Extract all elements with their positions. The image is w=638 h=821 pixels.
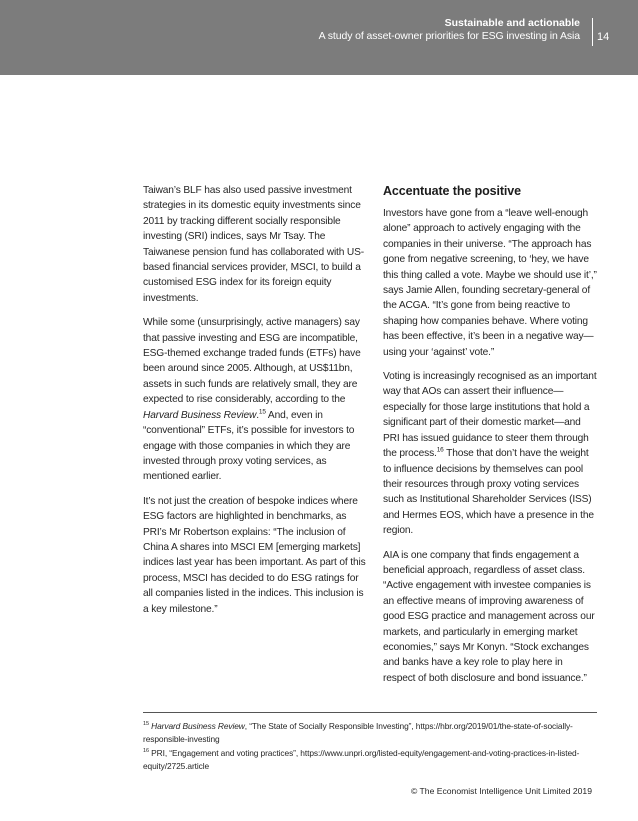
footnote-ref[interactable]: 16 [436, 446, 444, 454]
footnote-number: 15 [143, 721, 149, 728]
paragraph-text: While some (unsurprisingly, active managers) say that passive investing and ESG are incompatible, ESG-themed exchange traded funds (ETFs) have been around since 2005. Although, at US$11bn, assets in such funds are relatively small, they are expected to rise considerably, according to the [143, 317, 361, 406]
paragraph-text: And, even in “conventional” ETFs, it’s possible for investors to engage with those companies in which they are invested through proxy voting services, as mentioned earlier. [143, 409, 355, 483]
paragraph-text: Voting is increasingly recognised as an important way that AOs can assert their influence—especially for those large institutions that hold a significant part of their domestic market—and PRI has issued guidance to steer them through the process. [383, 371, 597, 460]
footnote-number: 16 [143, 748, 149, 755]
paragraph [383, 369, 597, 538]
publication-name: Harvard Business Review [143, 409, 257, 421]
footnote [143, 720, 603, 745]
paragraph [143, 315, 367, 484]
paragraph-text: Those that don’t have the weight to influence decisions by themselves can pool their resources through proxy voting services such as Institutional Shareholder Services (ISS) and Hermes EOS, which have a presence in the region. [383, 448, 594, 537]
right-column [383, 183, 597, 695]
footnote-ref[interactable]: 15 [258, 408, 266, 416]
footnote [143, 747, 603, 772]
publication-name: Harvard Business Review [151, 721, 245, 731]
paragraph: Investors have gone from a “leave well-enough alone” approach to actively engaging with the companies in their universe. “The approach has gone from negative screening, to ‘hey, we have this thing called a vote. Maybe we should use it’,” says Jamie Allen, founding secretary-general of the ACGA. “It’s gone from being reactive to shaping how companies behave. Where voting has been effective, it’s been in a negative way—using your ‘against’ vote.” [383, 208, 597, 358]
section-heading: Accentuate the positive [383, 184, 522, 198]
footnote-text[interactable]: , “The State of Socially Responsible Investing”, https://hbr.org/2019/01/the-state-of-socially-responsible-investing [143, 721, 573, 744]
report-subtitle: A study of asset-owner priorities for ESG investing in Asia [318, 30, 580, 42]
report-title: Sustainable and actionable [444, 17, 580, 29]
page-number: 14 [597, 31, 610, 43]
punctuation: . [256, 409, 259, 421]
paragraph: Taiwan’s BLF has also used passive investment strategies in its domestic equity investments since 2011 by tracking different socially responsible investing (SRI) indices, says Mr Tsay. The Taiwanese pension fund has collaborated with US-based financial services provider, MSCI, to build a customised ESG index for its foreign equity investments. [143, 185, 365, 304]
left-column [143, 183, 367, 626]
footnotes [143, 720, 603, 774]
paragraph: It’s not just the creation of bespoke indices where ESG factors are highlighted in benchmarks, as PRI’s Mr Robertson explains: “The inclusion of China A shares into MSCI EM [emerging markets] indices last year has been important. As part of this process, MSCI has decided to do ESG ratings for all companies listed in the indices. This inclusion is a key milestone.” [143, 495, 366, 615]
footnote-text[interactable]: PRI, “Engagement and voting practices”, https://www.unpri.org/listed-equity/engagement-and-voting-practices-in-listed-equity/2725.article [143, 748, 580, 771]
footnote-divider [143, 712, 597, 713]
header-titles [319, 17, 580, 43]
paragraph: AIA is one company that finds engagement a beneficial approach, regardless of asset class. “Active engagement with investee companies is an effective means of improving awareness of good ESG practice and management across our markets, and particularly in emerging market economies,” says Mr Konyn. “Stock exchanges and banks have a key role to play here in respect of both disclosure and bond issuance.” [383, 549, 595, 684]
header-divider [592, 18, 593, 46]
page-header [0, 0, 638, 75]
copyright-notice: © The Economist Intelligence Unit Limited 2019 [410, 786, 592, 796]
